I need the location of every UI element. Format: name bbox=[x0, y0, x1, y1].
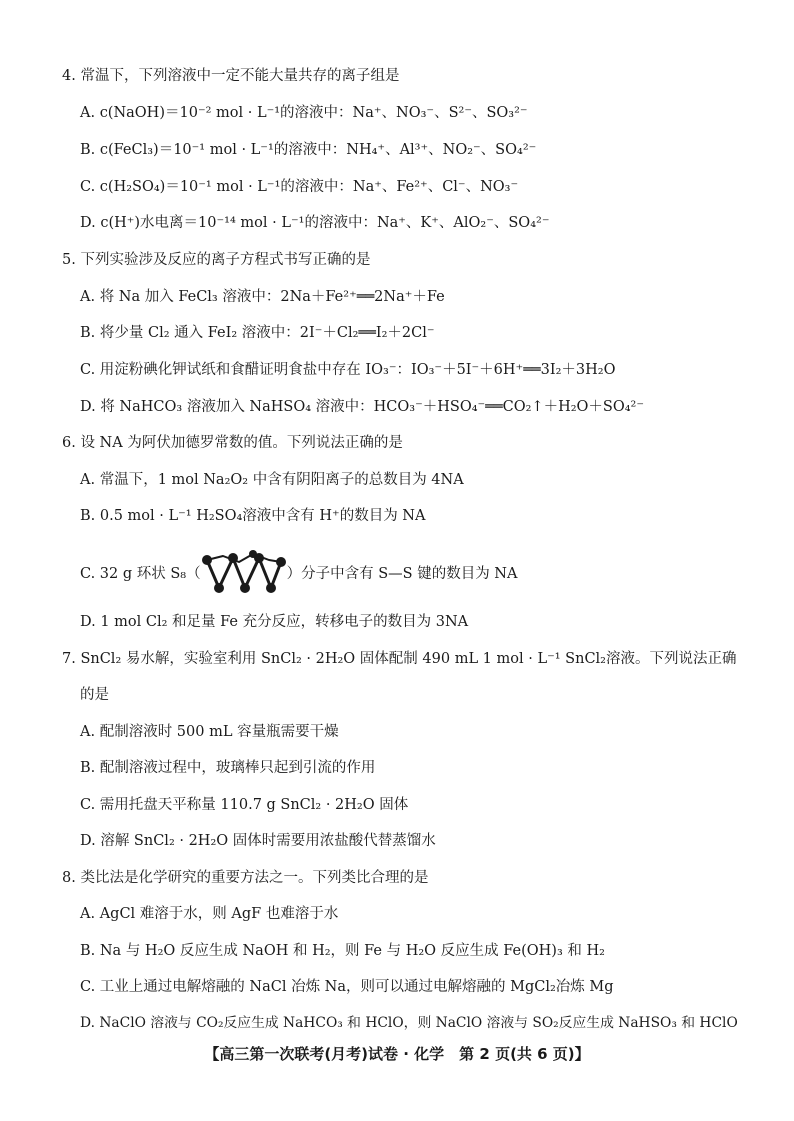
question-8-option-a: A. AgCl 难溶于水，则 AgF 也难溶于水 bbox=[80, 906, 339, 922]
question-4-option-a: A. c(NaOH)＝10⁻² mol · L⁻¹的溶液中：Na⁺、NO₃⁻、S²⁻、SO₃²⁻ bbox=[80, 105, 528, 121]
question-6-option-b: B. 0.5 mol · L⁻¹ H₂SO₄溶液中含有 H⁺的数目为 NA bbox=[80, 508, 426, 524]
question-8-option-b: B. Na 与 H₂O 反应生成 NaOH 和 H₂，则 Fe 与 H₂O 反应生成 Fe(OH)₃ 和 H₂ bbox=[80, 943, 605, 959]
question-6-option-c-after: ）分子中含有 S—S 键的数目为 NA bbox=[286, 566, 518, 582]
question-4-stem: 4. 常温下，下列溶液中一定不能大量共存的离子组是 bbox=[62, 68, 400, 84]
question-7-stem-line2: 的是 bbox=[80, 687, 109, 703]
question-6-option-a: A. 常温下，1 mol Na₂O₂ 中含有阴阳离子的总数目为 4NA bbox=[80, 472, 464, 488]
page-footer: 【高三第一次联考(月考)试卷 · 化学 第 2 页(共 6 页)】 bbox=[204, 1045, 590, 1063]
question-7-option-c: C. 需用托盘天平称量 110.7 g SnCl₂ · 2H₂O 固体 bbox=[80, 797, 409, 813]
question-5-option-c: C. 用淀粉碘化钾试纸和食醋证明食盐中存在 IO₃⁻：IO₃⁻＋5I⁻＋6H⁺══3I₂＋3H₂O bbox=[80, 362, 616, 378]
question-6-stem: 6. 设 NA 为阿伏加德罗常数的值。下列说法正确的是 bbox=[62, 435, 403, 451]
question-4-option-d: D. c(H⁺)水电离＝10⁻¹⁴ mol · L⁻¹的溶液中：Na⁺、K⁺、AlO₂⁻、SO₄²⁻ bbox=[80, 215, 550, 231]
question-5-option-a: A. 将 Na 加入 FeCl₃ 溶液中：2Na＋Fe²⁺══2Na⁺＋Fe bbox=[80, 289, 445, 305]
question-6-option-c bbox=[0, 548, 794, 600]
question-7-option-d: D. 溶解 SnCl₂ · 2H₂O 固体时需要用浓盐酸代替蒸馏水 bbox=[80, 833, 436, 849]
question-5-stem: 5. 下列实验涉及反应的离子方程式书写正确的是 bbox=[62, 252, 371, 268]
question-7-option-b: B. 配制溶液过程中，玻璃棒只起到引流的作用 bbox=[80, 760, 376, 776]
question-8-option-d: D. NaClO 溶液与 CO₂反应生成 NaHCO₃ 和 HClO，则 NaClO 溶液与 SO₂反应生成 NaHSO₃ 和 HClO bbox=[80, 1015, 738, 1031]
question-5-option-b: B. 将少量 Cl₂ 通入 FeI₂ 溶液中：2I⁻＋Cl₂══I₂＋2Cl⁻ bbox=[80, 325, 435, 341]
s8-ring-molecule-icon bbox=[201, 548, 287, 600]
question-7-option-a: A. 配制溶液时 500 mL 容量瓶需要干燥 bbox=[80, 724, 339, 740]
question-6-option-d: D. 1 mol Cl₂ 和足量 Fe 充分反应，转移电子的数目为 3NA bbox=[80, 614, 469, 630]
question-4-option-c: C. c(H₂SO₄)＝10⁻¹ mol · L⁻¹的溶液中：Na⁺、Fe²⁺、Cl⁻、NO₃⁻ bbox=[80, 179, 519, 195]
question-6-option-c-before: C. 32 g 环状 S₈（ bbox=[80, 566, 201, 582]
question-5-option-d: D. 将 NaHCO₃ 溶液加入 NaHSO₄ 溶液中：HCO₃⁻＋HSO₄⁻══CO₂↑＋H₂O＋SO₄²⁻ bbox=[80, 399, 645, 415]
question-8-stem: 8. 类比法是化学研究的重要方法之一。下列类比合理的是 bbox=[62, 870, 429, 886]
question-7-stem-line1: 7. SnCl₂ 易水解，实验室利用 SnCl₂ · 2H₂O 固体配制 490 mL 1 mol · L⁻¹ SnCl₂溶液。下列说法正确 bbox=[62, 651, 737, 667]
question-8-option-c: C. 工业上通过电解熔融的 NaCl 冶炼 Na，则可以通过电解熔融的 MgCl₂冶炼 Mg bbox=[80, 979, 614, 995]
question-4-option-b: B. c(FeCl₃)＝10⁻¹ mol · L⁻¹的溶液中：NH₄⁺、Al³⁺、NO₂⁻、SO₄²⁻ bbox=[80, 142, 537, 158]
